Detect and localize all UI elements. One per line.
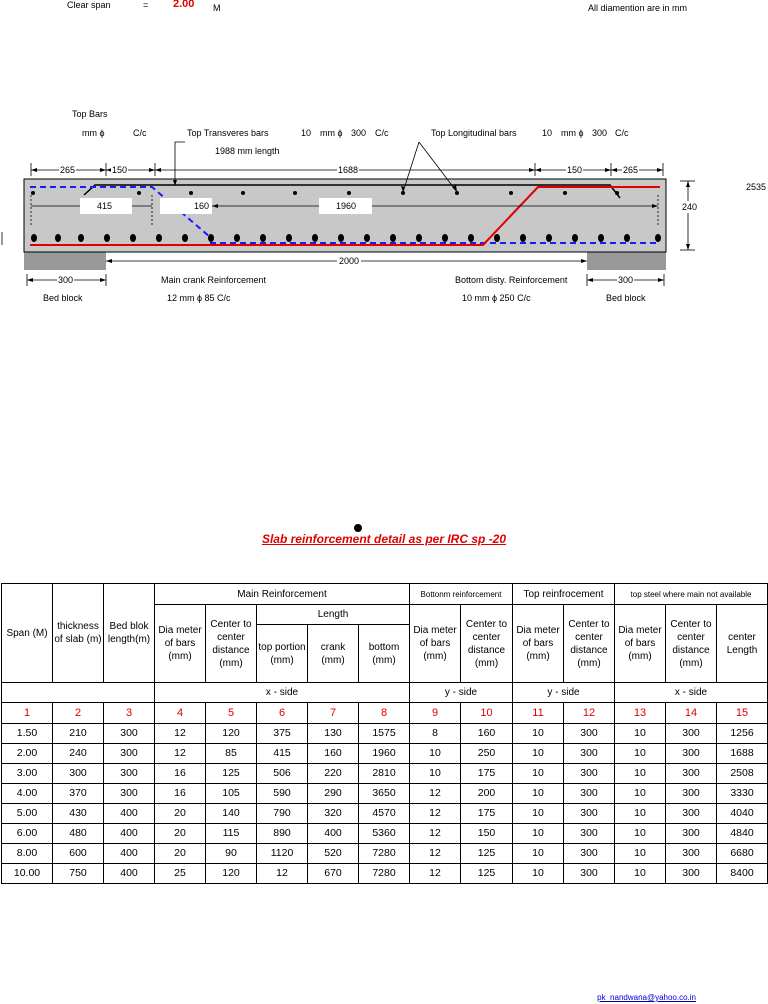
author-email-link[interactable]: pk_nandwana@yahoo.co.in: [597, 993, 696, 1002]
table-cell: 200: [461, 784, 513, 804]
table-cell: 3330: [717, 784, 768, 804]
table-cell: 480: [53, 824, 104, 844]
header-bottom-length: bottom (mm): [359, 625, 410, 683]
table-cell: 750: [53, 864, 104, 884]
index-cell: 1: [2, 703, 53, 724]
table-cell: 12: [410, 824, 461, 844]
dim-265-left: 265: [60, 165, 76, 175]
index-cell: 7: [308, 703, 359, 724]
top-long-spacing: 300: [592, 128, 608, 138]
table-cell: 150: [461, 824, 513, 844]
index-cell: 14: [666, 703, 717, 724]
table-cell: 10: [615, 824, 666, 844]
table-cell: 300: [666, 724, 717, 744]
table-cell: 290: [308, 784, 359, 804]
table-cell: 7280: [359, 844, 410, 864]
table-cell: 300: [104, 784, 155, 804]
table-row: [2, 804, 768, 824]
side-x-topsteel: x - side: [615, 683, 768, 703]
index-cell: 3: [104, 703, 155, 724]
table-cell: 1120: [257, 844, 308, 864]
table-cell: 20: [155, 824, 206, 844]
header-length: Length: [257, 605, 410, 625]
table-cell: 85: [206, 744, 257, 764]
table-cell: 300: [666, 744, 717, 764]
table-row: [2, 764, 768, 784]
index-cell: 13: [615, 703, 666, 724]
dim-2535: 2535: [746, 182, 767, 192]
top-bars-spec: mm ϕ: [82, 128, 105, 138]
header-main-ctc: Center to center distance (mm): [206, 605, 257, 683]
table-cell: 890: [257, 824, 308, 844]
table-cell: 300: [666, 824, 717, 844]
table-cell: 175: [461, 804, 513, 824]
slab-shape: [24, 179, 666, 252]
reinforcement-table: [1, 583, 768, 884]
table-cell: 10: [410, 744, 461, 764]
table-cell: 16: [155, 784, 206, 804]
index-cell: 5: [206, 703, 257, 724]
index-cell: 9: [410, 703, 461, 724]
table-cell: 520: [308, 844, 359, 864]
table-row: [2, 844, 768, 864]
table-cell: 120: [206, 864, 257, 884]
header-top-ctc: Center to center distance (mm): [564, 605, 615, 683]
table-cell: 10: [615, 744, 666, 764]
bed-block-right-shape: [587, 252, 666, 270]
index-cell: 6: [257, 703, 308, 724]
table-cell: 300: [564, 744, 615, 764]
table-cell: 670: [308, 864, 359, 884]
dim-240: 240: [682, 202, 698, 212]
table-cell: 16: [155, 764, 206, 784]
table-cell: 10: [615, 784, 666, 804]
index-row: [2, 703, 768, 724]
bed-block-right-label: Bed block: [606, 293, 646, 303]
table-cell: 300: [666, 764, 717, 784]
table-cell: 10: [513, 784, 564, 804]
table-cell: 1575: [359, 724, 410, 744]
table-cell: 6680: [717, 844, 768, 864]
table-cell: 300: [666, 784, 717, 804]
table-cell: 240: [53, 744, 104, 764]
index-cell: 8: [359, 703, 410, 724]
header-main-reinforcement: Main Reinforcement: [155, 584, 410, 605]
table-cell: 12: [155, 744, 206, 764]
table-cell: 1688: [717, 744, 768, 764]
side-y-top: y - side: [513, 683, 615, 703]
table-cell: 210: [53, 724, 104, 744]
table-cell: 400: [104, 824, 155, 844]
table-row: [2, 744, 768, 764]
table-cell: 300: [104, 764, 155, 784]
top-transverse-spacing: 300: [351, 128, 367, 138]
side-y-bottom: y - side: [410, 683, 513, 703]
table-cell: 250: [461, 744, 513, 764]
table-cell: 90: [206, 844, 257, 864]
table-cell: 430: [53, 804, 104, 824]
table-cell: 10: [615, 864, 666, 884]
table-cell: 105: [206, 784, 257, 804]
header-top-reinforcement: Top reinfrocement: [513, 584, 615, 605]
table-cell: 600: [53, 844, 104, 864]
header-top-portion: top portion (mm): [257, 625, 308, 683]
dim-150-left: 150: [112, 165, 128, 175]
table-cell: 115: [206, 824, 257, 844]
header-top-steel: top steel where main not available: [615, 584, 768, 605]
table-cell: 2810: [359, 764, 410, 784]
table-cell: 10: [615, 724, 666, 744]
table-cell: 300: [53, 764, 104, 784]
bottom-disty-label: Bottom disty. Reinforcement: [455, 275, 568, 285]
main-crank-label: Main crank Reinforcement: [161, 275, 267, 285]
table-cell: 590: [257, 784, 308, 804]
index-cell: 11: [513, 703, 564, 724]
index-cell: 2: [53, 703, 104, 724]
table-cell: 12: [410, 864, 461, 884]
table-cell: 20: [155, 804, 206, 824]
table-cell: 125: [461, 844, 513, 864]
table-cell: 1960: [359, 744, 410, 764]
table-cell: 125: [206, 764, 257, 784]
dimension-note: All diamention are in mm: [588, 3, 688, 13]
table-cell: 790: [257, 804, 308, 824]
dim-265-right: 265: [623, 165, 639, 175]
table-cell: 506: [257, 764, 308, 784]
table-cell: 5360: [359, 824, 410, 844]
bottom-disty-spec: 10 mm ϕ 250 C/c: [462, 293, 531, 303]
main-crank-spec: 12 mm ϕ 85 C/c: [167, 293, 231, 303]
table-cell: 10: [513, 804, 564, 824]
table-cell: 375: [257, 724, 308, 744]
table-row: [2, 864, 768, 884]
table-cell: 320: [308, 804, 359, 824]
table-cell: 4840: [717, 824, 768, 844]
top-bars-label: Top Bars: [72, 109, 108, 119]
table-cell: 10: [513, 724, 564, 744]
header-top-dia: Dia meter of bars (mm): [513, 605, 564, 683]
dim-2000: 2000: [339, 256, 360, 266]
table-cell: 8: [410, 724, 461, 744]
table-cell: 370: [53, 784, 104, 804]
slab-reinforcement-diagram: [0, 0, 768, 320]
table-cell: 400: [104, 864, 155, 884]
equals-sign: =: [143, 0, 149, 10]
header-bedblock: Bed blok length(m): [104, 584, 155, 683]
table-cell: 10: [513, 764, 564, 784]
table-cell: 300: [666, 844, 717, 864]
table-cell: 20: [155, 844, 206, 864]
table-cell: 3650: [359, 784, 410, 804]
table-row: [2, 784, 768, 804]
top-transverse-label: Top Transveres bars: [187, 128, 269, 138]
bed-block-left-label: Bed block: [43, 293, 83, 303]
table-cell: 415: [257, 744, 308, 764]
table-cell: 1.50: [2, 724, 53, 744]
top-transverse-unit: mm ϕ: [320, 128, 343, 138]
top-bars-cc: C/c: [133, 128, 147, 138]
header-center-length: center Length: [717, 605, 768, 683]
table-cell: 1256: [717, 724, 768, 744]
table-cell: 400: [104, 804, 155, 824]
clear-span-label: Clear span: [67, 0, 111, 10]
table-cell: 300: [104, 744, 155, 764]
table-cell: 140: [206, 804, 257, 824]
table-cell: 175: [461, 764, 513, 784]
table-cell: 8.00: [2, 844, 53, 864]
side-x-main: x - side: [155, 683, 410, 703]
table-cell: 300: [564, 864, 615, 884]
header-bottom-dia: Dia meter of bars (mm): [410, 605, 461, 683]
table-cell: 6.00: [2, 824, 53, 844]
dim-160: 160: [194, 201, 210, 211]
table-cell: 300: [666, 864, 717, 884]
header-span: Span (M): [2, 584, 53, 683]
dim-300-right: 300: [618, 275, 634, 285]
table-cell: 4.00: [2, 784, 53, 804]
top-transverse-dia: 10: [301, 128, 312, 138]
table-cell: 10: [615, 764, 666, 784]
table-cell: 10.00: [2, 864, 53, 884]
table-cell: 10: [513, 844, 564, 864]
table-cell: 10: [513, 824, 564, 844]
index-cell: 4: [155, 703, 206, 724]
table-cell: 400: [104, 844, 155, 864]
top-long-dia: 10: [542, 128, 553, 138]
table-cell: 5.00: [2, 804, 53, 824]
table-cell: 10: [410, 764, 461, 784]
header-thickness: thickness of slab (m): [53, 584, 104, 683]
table-cell: 300: [564, 724, 615, 744]
table-cell: 300: [564, 804, 615, 824]
table-cell: 160: [308, 744, 359, 764]
dim-415: 415: [97, 201, 113, 211]
table-cell: 300: [666, 804, 717, 824]
table-cell: 2.00: [2, 744, 53, 764]
table-cell: 120: [206, 724, 257, 744]
table-row: [2, 724, 768, 744]
header-main-dia: Dia meter of bars (mm): [155, 605, 206, 683]
bed-block-left-shape: [24, 252, 106, 270]
header-bottom-ctc: Center to center distance (mm): [461, 605, 513, 683]
header-bottom-reinforcement: Bottonm reinforcement: [410, 584, 513, 605]
header-crank: crank (mm): [308, 625, 359, 683]
table-cell: 12: [410, 784, 461, 804]
table-cell: 10: [513, 864, 564, 884]
table-cell: 300: [564, 824, 615, 844]
length-note: 1988 mm length: [215, 146, 280, 156]
clear-span-value: 2.00: [173, 0, 195, 10]
table-cell: 25: [155, 864, 206, 884]
top-long-unit: mm ϕ: [561, 128, 584, 138]
table-row: [2, 824, 768, 844]
top-transverse-cc: C/c: [375, 128, 389, 138]
index-cell: 10: [461, 703, 513, 724]
table-cell: 12: [410, 844, 461, 864]
table-cell: 4570: [359, 804, 410, 824]
header-topsteel-dia: Dia meter of bars (mm): [615, 605, 666, 683]
table-cell: 2508: [717, 764, 768, 784]
table-cell: 7280: [359, 864, 410, 884]
index-cell: 12: [564, 703, 615, 724]
table-cell: 10: [615, 804, 666, 824]
table-cell: 220: [308, 764, 359, 784]
dim-1688: 1688: [338, 165, 359, 175]
table-cell: 300: [564, 844, 615, 864]
dim-300-left: 300: [58, 275, 74, 285]
table-cell: 400: [308, 824, 359, 844]
table-cell: 130: [308, 724, 359, 744]
top-long-cc: C/c: [615, 128, 629, 138]
index-cell: 15: [717, 703, 768, 724]
table-cell: 12: [410, 804, 461, 824]
top-longitudinal-label: Top Longitudinal bars: [431, 128, 517, 138]
table-cell: 3.00: [2, 764, 53, 784]
clear-span-unit: M: [213, 3, 221, 13]
table-cell: 10: [615, 844, 666, 864]
header-topsteel-ctc: Center to center distance (mm): [666, 605, 717, 683]
table-cell: 160: [461, 724, 513, 744]
table-cell: 300: [104, 724, 155, 744]
table-cell: 125: [461, 864, 513, 884]
table-cell: 12: [257, 864, 308, 884]
table-cell: 10: [513, 744, 564, 764]
table-body: [2, 724, 768, 884]
table-cell: 300: [564, 784, 615, 804]
dim-150-right: 150: [567, 165, 583, 175]
table-cell: 300: [564, 764, 615, 784]
dim-1960: 1960: [336, 201, 357, 211]
table-cell: 12: [155, 724, 206, 744]
page-title: Slab reinforcement detail as per IRC sp -20: [261, 532, 507, 546]
table-cell: 4040: [717, 804, 768, 824]
table-cell: 8400: [717, 864, 768, 884]
